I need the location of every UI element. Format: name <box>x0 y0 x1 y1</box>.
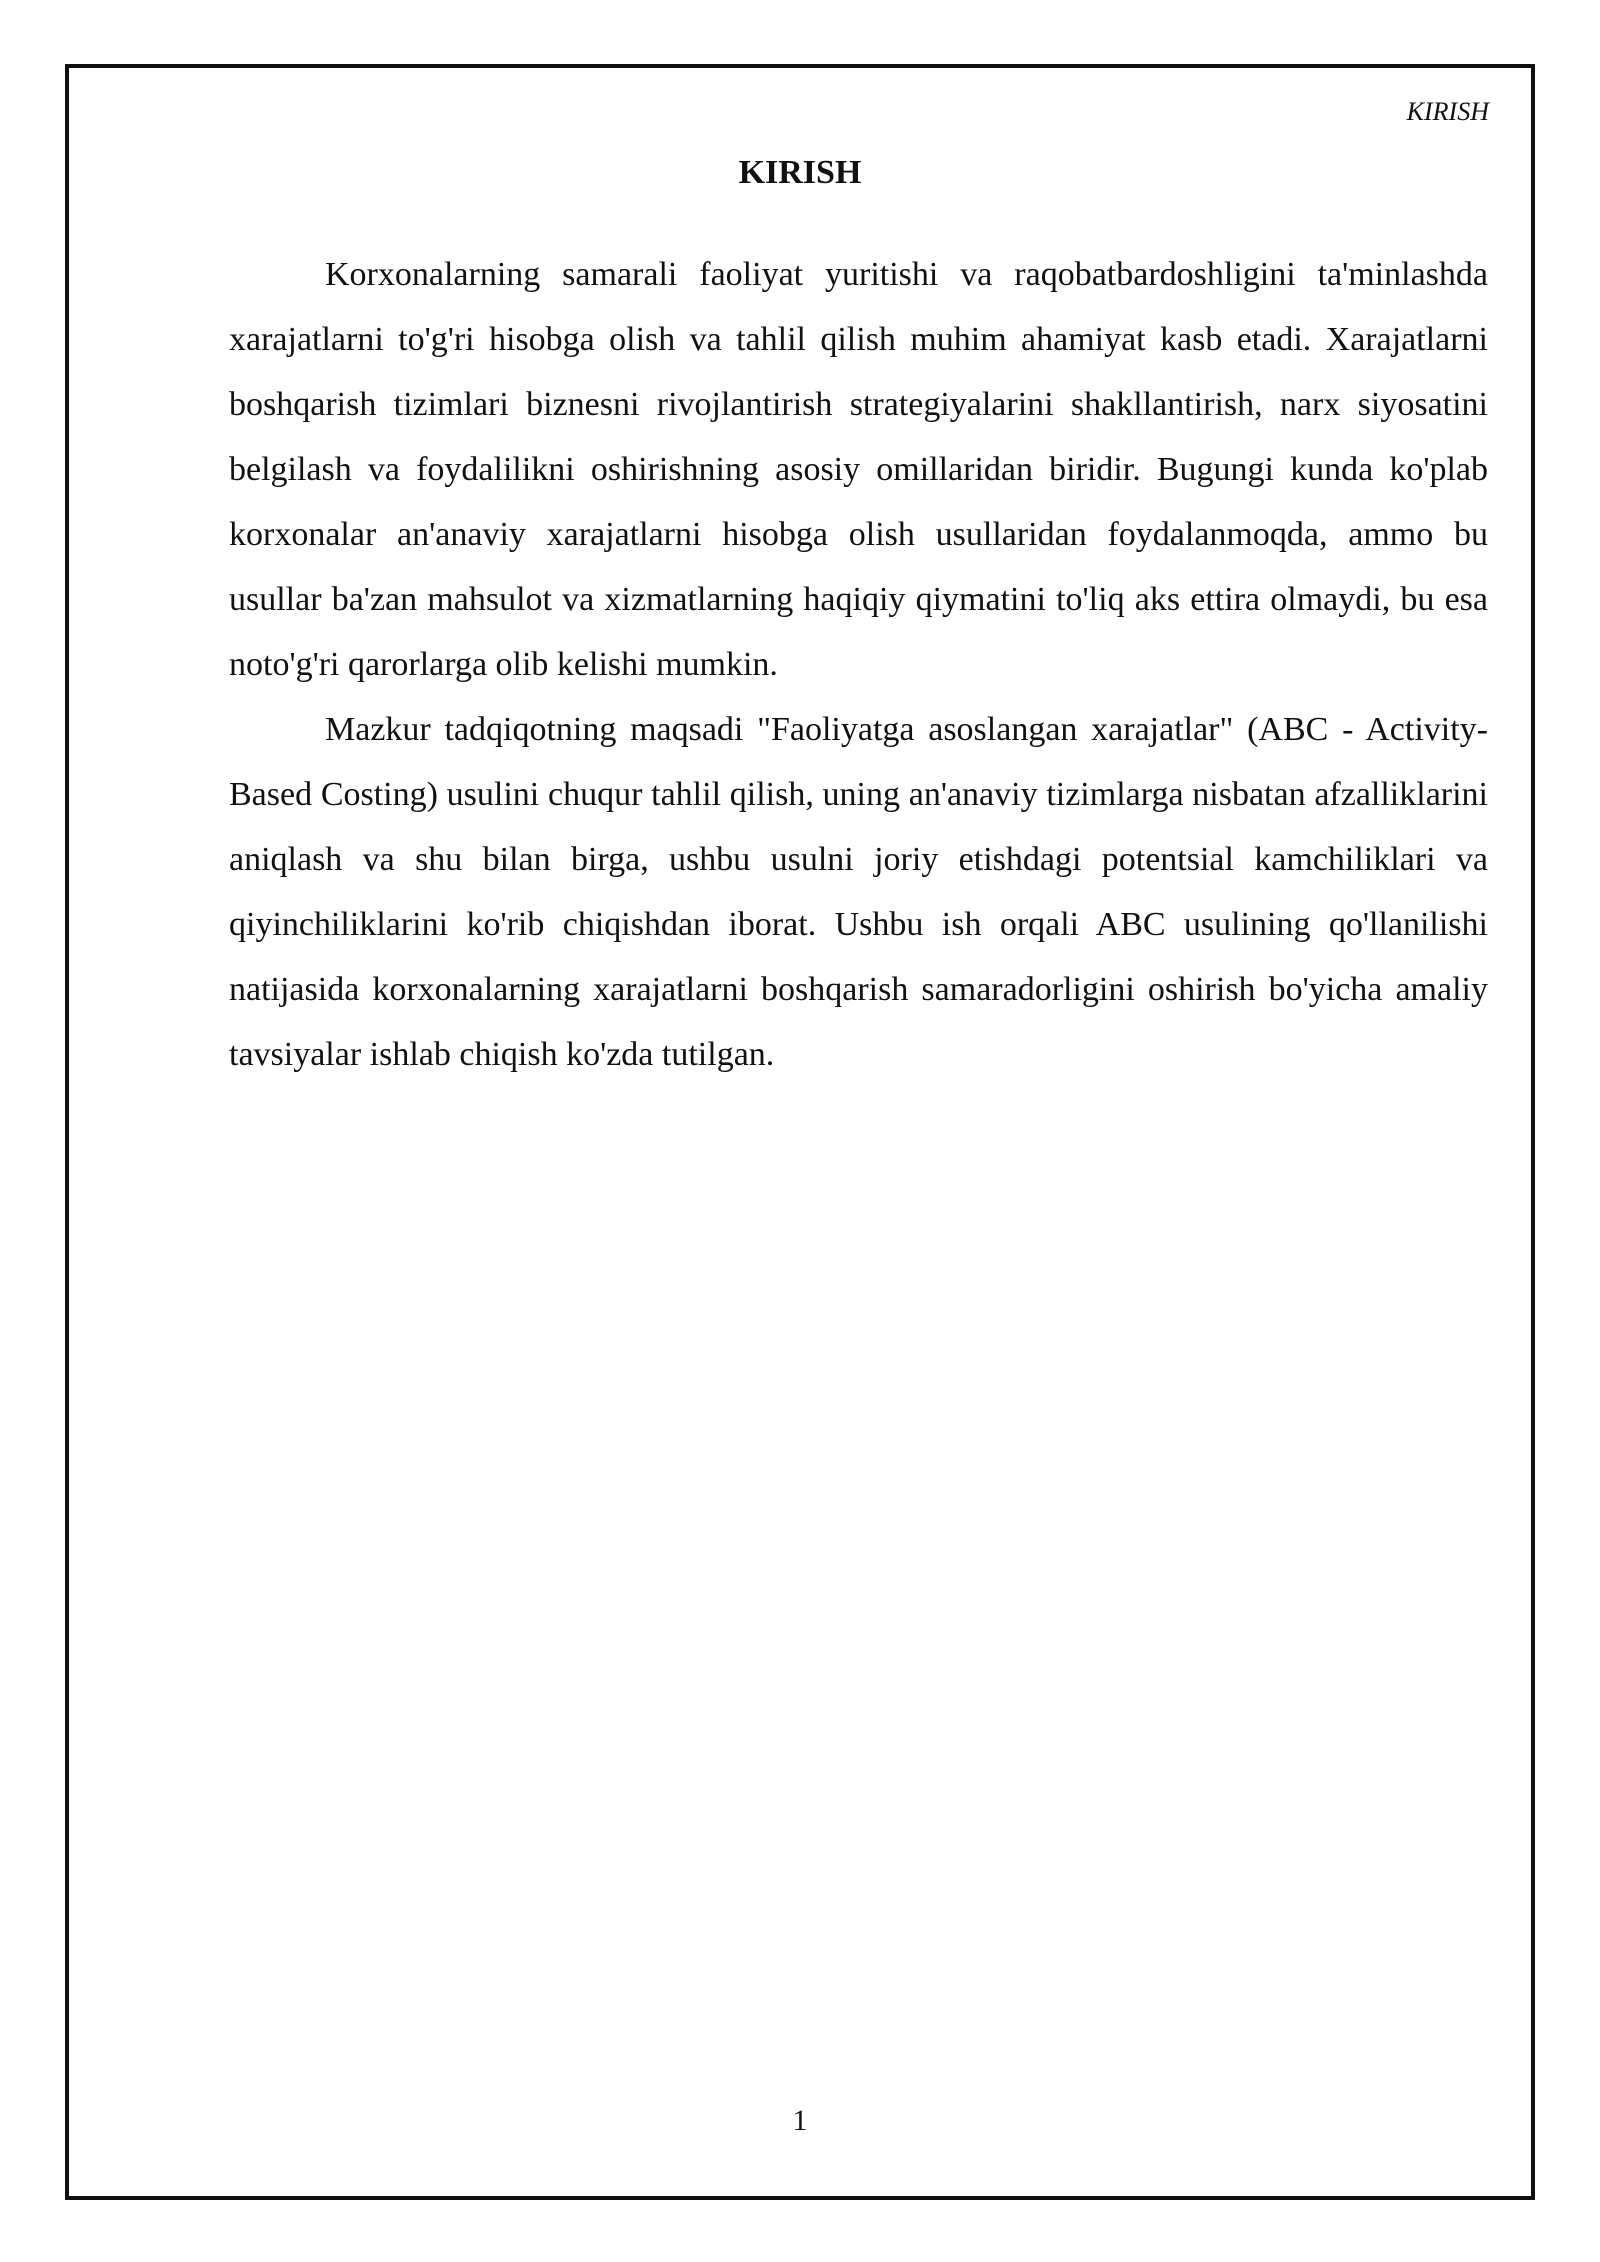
paragraph-2: Mazkur tadqiqotning maqsadi "Faoliyatga asoslangan xarajatlar" (ABC - Activity-Based Costing) usulini chuqur tahlil qilish, uning an'anaviy tizimlarga nisbatan afzalliklarini aniqlash va shu bilan birga, ushbu usulni joriy etishdagi potentsial kamchiliklari va qiyinchiliklarini ko'rib chiqishdan iborat. Ushbu ish orqali ABC usulining qo'llanilishi natijasida korxonalarning xarajatlarni boshqarish samaradorligini oshirish bo'yicha amaliy tavsiyalar ishlab chiqish ko'zda tutilgan. <box>229 711 1488 1073</box>
running-header: KIRISH <box>1406 97 1489 126</box>
document-body <box>229 242 1488 1087</box>
page-number: 1 <box>792 2104 808 2137</box>
paragraph-1: Korxonalarning samarali faoliyat yuritishi va raqobatbardoshligini ta'minlashda xarajatlarni to'g'ri hisobga olish va tahlil qilish muhim ahamiyat kasb etadi. Xarajatlarni boshqarish tizimlari biznesni rivojlantirish strategiyalarini shakllantirish, narx siyosatini belgilash va foydalilikni oshirishning asosiy omillaridan biridir. Bugungi kunda ko'plab korxonalar an'anaviy xarajatlarni hisobga olish usullaridan foydalanmoqda, ammo bu usullar ba'zan mahsulot va xizmatlarning haqiqiy qiymatini to'liq aks ettira olmaydi, bu esa noto'g'ri qarorlarga olib kelishi mumkin. <box>229 256 1488 683</box>
page-title: KIRISH <box>738 154 862 191</box>
